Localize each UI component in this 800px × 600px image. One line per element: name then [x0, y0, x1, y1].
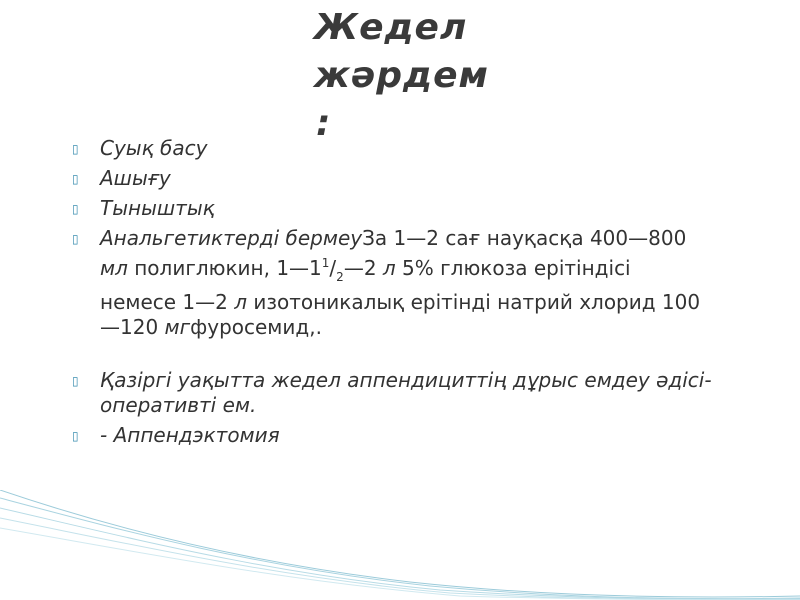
list-item-text: фуросемид,.	[190, 315, 322, 339]
fraction-denominator: 2	[336, 270, 344, 284]
unit-label: мл	[100, 256, 128, 280]
list-item	[72, 196, 712, 221]
bullet-list	[72, 136, 712, 453]
list-item-text: Қазіргі уақытта жедел аппендициттің дұрыс емдеу әдісі- оперативті ем.	[100, 368, 712, 417]
list-item	[72, 226, 712, 340]
list-item-text: изотоникалық ерітінді натрий хлорид 100—120	[100, 290, 701, 339]
unit-label: мг	[164, 315, 191, 339]
bullet-icon: ▯	[72, 374, 79, 388]
list-item-text: - Аппендэктомия	[100, 423, 280, 447]
bullet-icon: ▯	[72, 172, 79, 186]
bullet-icon: ▯	[72, 429, 79, 443]
fraction-numerator: 1	[321, 256, 330, 270]
list-item	[72, 423, 712, 448]
list-item	[72, 368, 712, 418]
list-item	[72, 136, 712, 161]
title-line-2: жәрдем	[314, 55, 489, 96]
bullet-icon: ▯	[72, 142, 79, 156]
decorative-wave-lines	[0, 490, 800, 600]
list-item-text: Тыныштық	[100, 196, 215, 220]
unit-label: л	[234, 290, 248, 314]
slide-title	[314, 4, 494, 148]
bullet-icon: ▯	[72, 202, 79, 216]
list-item-text: —2	[343, 256, 383, 280]
list-item-lead: Анальгетиктерді бермеу	[100, 226, 363, 250]
list-item-text: За 1—2 сағ науқасқа 400—800	[362, 226, 687, 250]
bullet-icon: ▯	[72, 232, 79, 246]
list-item-text: Суық басу	[100, 136, 208, 160]
fraction-slash: /	[329, 256, 337, 280]
list-item-text: полиглюкин, 1—1	[127, 256, 322, 280]
title-line-1: Жедел	[314, 7, 468, 48]
list-item	[72, 166, 712, 191]
list-item-text: Ашығу	[100, 166, 171, 190]
list-item-text: 5% глюкоза ерітіндісі немесе 1—2	[100, 256, 631, 314]
unit-label: л	[382, 256, 396, 280]
title-colon: :	[316, 103, 332, 144]
